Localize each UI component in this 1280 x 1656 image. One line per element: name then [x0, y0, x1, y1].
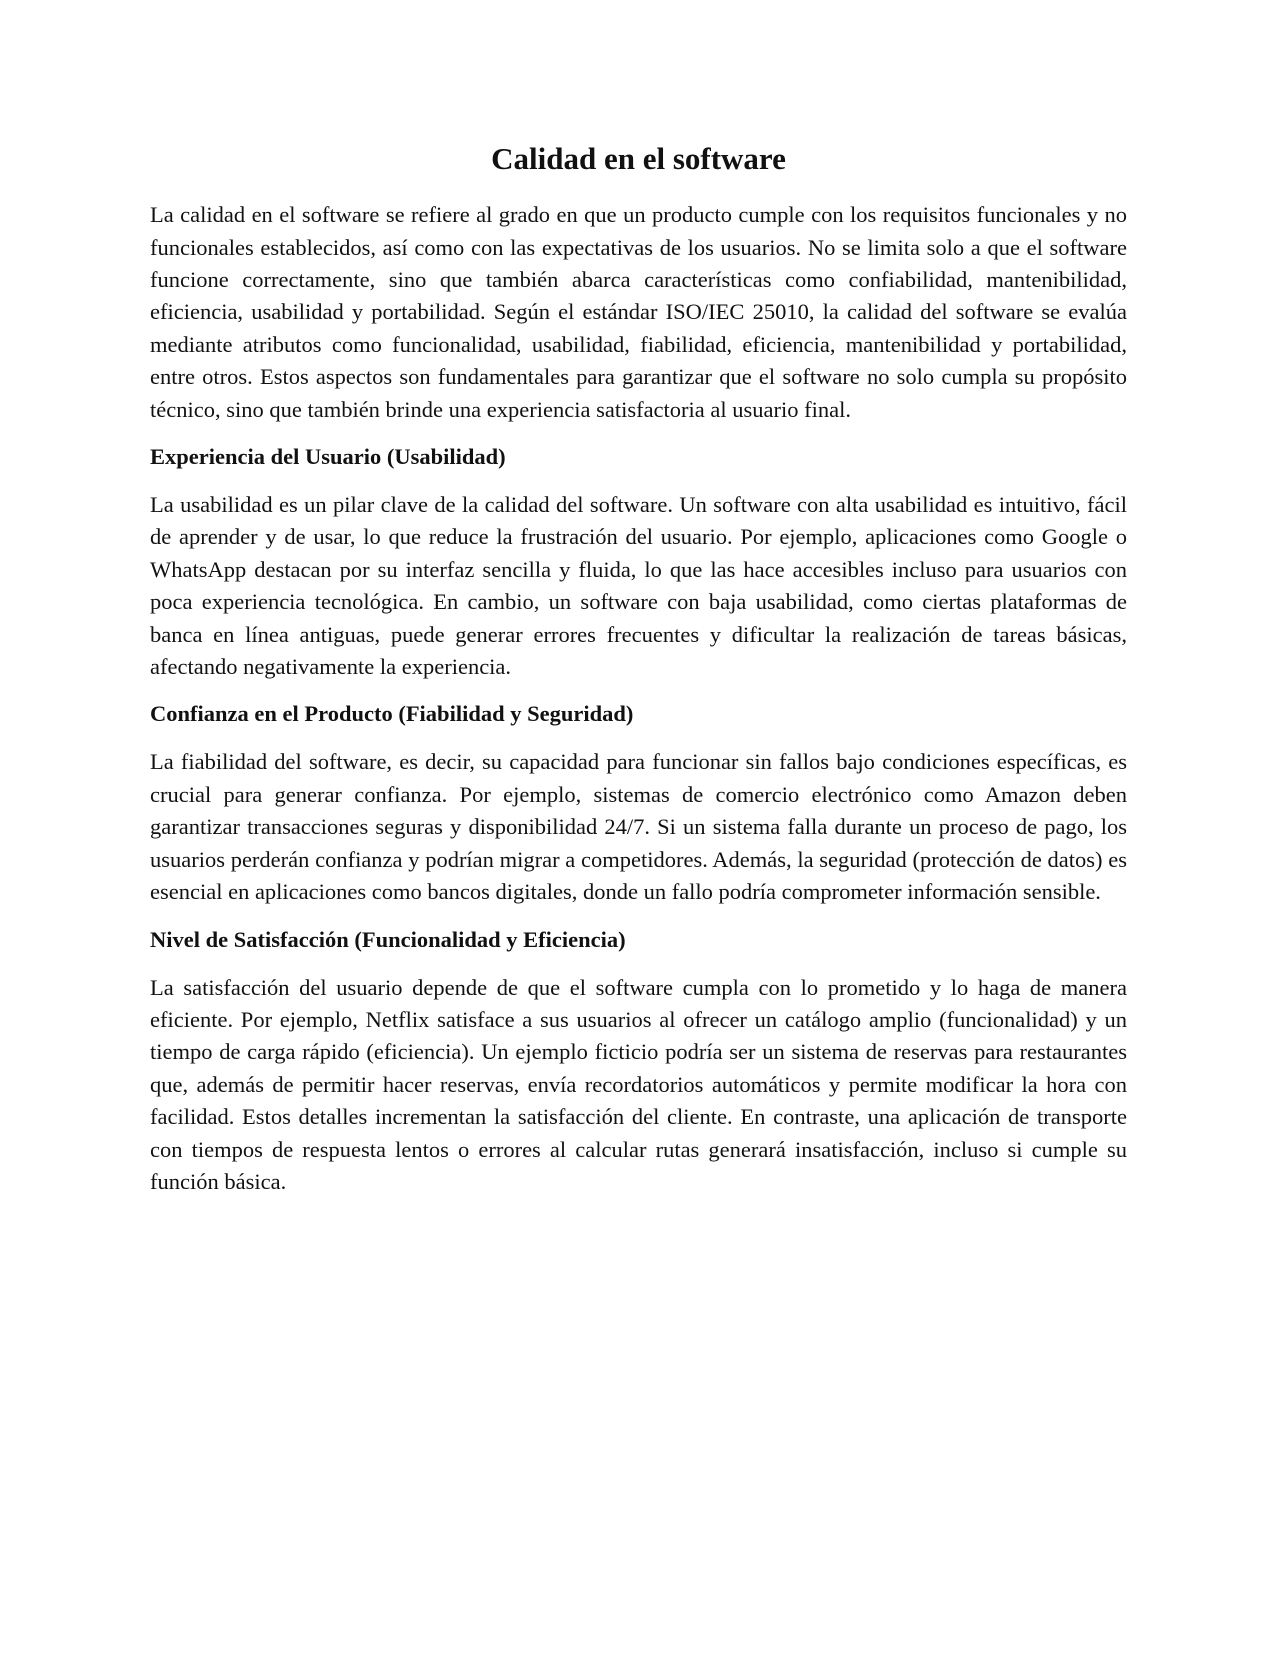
- section-heading-satisfaccion: Nivel de Satisfacción (Funcionalidad y Eficiencia): [150, 926, 626, 952]
- section-heading-confianza: Confianza en el Producto (Fiabilidad y Seguridad): [150, 701, 634, 727]
- section-body-usabilidad: La usabilidad es un pilar clave de la calidad del software. Un software con alta usabilidad es intuitivo, fácil de aprender y de usar, lo que reduce la frustración del usuario. Por ejemplo, aplicaciones como Google o WhatsApp destacan por su interfaz sencilla y fluida, lo que las hace accesibles incluso para usuarios con poca experiencia tecnológica. En cambio, un software con baja usabilidad, como ciertas plataformas de banca en línea antiguas, puede generar errores frecuentes y dificultar la realización de tareas básicas, afectando negativamente la experiencia.: [150, 492, 1127, 680]
- section-body-satisfaccion: La satisfacción del usuario depende de que el software cumpla con lo prometido y lo haga de manera eficiente. Por ejemplo, Netflix satisface a sus usuarios al ofrecer un catálogo amplio (funcionalidad) y un tiempo de carga rápido (eficiencia). Un ejemplo ficticio podría ser un sistema de reservas para restaurantes que, además de permitir hacer reservas, envía recordatorios automáticos y permite modificar la hora con facilidad. Estos detalles incrementan la satisfacción del cliente. En contraste, una aplicación de transporte con tiempos de respuesta lentos o errores al calcular rutas generará insatisfacción, incluso si cumple su función básica.: [150, 974, 1127, 1194]
- intro-paragraph: La calidad en el software se refiere al grado en que un producto cumple con los requisitos funcionales y no funcionales establecidos, así como con las expectativas de los usuarios. No se limita solo a que el software funcione correctamente, sino que también abarca características como confiabilidad, mantenibilidad, eficiencia, usabilidad y portabilidad. Según el estándar ISO/IEC 25010, la calidad del software se evalúa mediante atributos como funcionalidad, usabilidad, fiabilidad, eficiencia, mantenibilidad y portabilidad, entre otros. Estos aspectos son fundamentales para garantizar que el software no solo cumpla su propósito técnico, sino que también brinde una experiencia satisfactoria al usuario final.: [150, 202, 1127, 422]
- document-page: [150, 140, 1127, 1214]
- section-heading-usabilidad: Experiencia del Usuario (Usabilidad): [150, 444, 506, 470]
- section-body-confianza: La fiabilidad del software, es decir, su capacidad para funcionar sin fallos bajo condiciones específicas, es crucial para generar confianza. Por ejemplo, sistemas de comercio electrónico como Amazon deben garantizar transacciones seguras y disponibilidad 24/7. Si un sistema falla durante un proceso de pago, los usuarios perderán confianza y podrían migrar a competidores. Además, la seguridad (protección de datos) es esencial en aplicaciones como bancos digitales, donde un fallo podría comprometer información sensible.: [150, 749, 1127, 905]
- document-title: Calidad en el software: [491, 141, 786, 176]
